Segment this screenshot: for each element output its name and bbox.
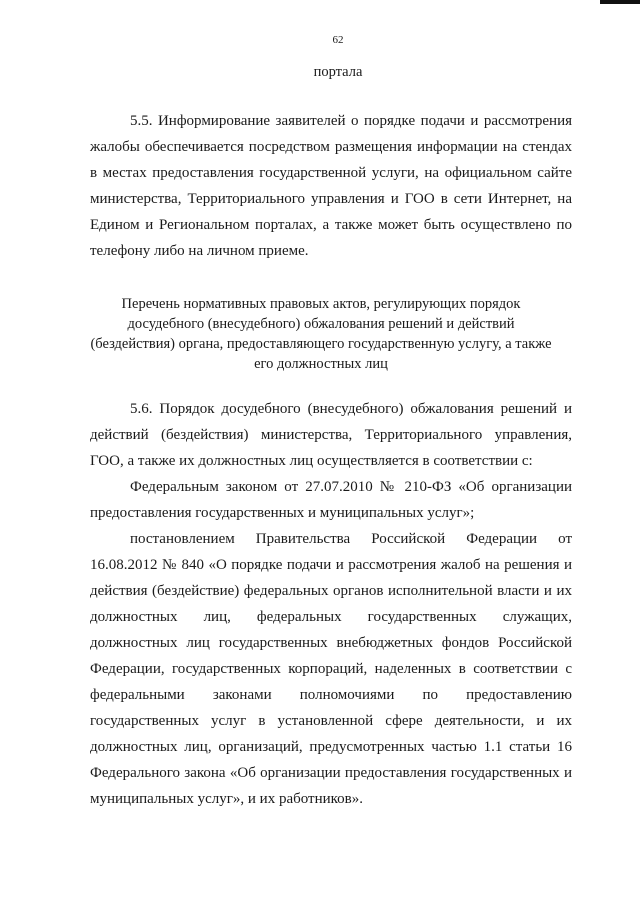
paragraph-5-6: 5.6. Порядок досудебного (внесудебного) обжалования решений и действий (бездействия) министерства, Территориального управления, ГОО, а также их должностных лиц осуществляется в соответствии с: — [90, 401, 572, 469]
continuation-word: портала — [313, 64, 363, 80]
paragraph-federal-law: Федеральным законом от 27.07.2010 № 210-ФЗ «Об организации предоставления государственных и муниципальных услуг»; — [90, 479, 572, 521]
page-number: 62 — [332, 34, 344, 46]
paragraph-government-decree: постановлением Правительства Российской Федерации от 16.08.2012 № 840 «О порядке подачи и рассмотрения жалоб на решения и действия (бездействие) федеральных органов исполнительной власти и их должностных лиц, федеральных государственных служащих, должностных лиц государственных внебюджетных фондов Российской Федерации, государственных корпораций, наделенных в соответствии с федеральными законами полномочиями по предоставлению государственных услуг в установленной сфере деятельности, и их должностных лиц, организаций, предусмотренных частью 1.1 статьи 16 Федерального закона «Об организации предоставления государственных и муниципальных услуг», и их работников». — [90, 531, 572, 807]
section-heading: Перечень нормативных правовых актов, регулирующих порядок досудебного (внесудебного) обжалования решений и действий (бездействия) органа, предоставляющего государственную услугу, а также его должностных лиц — [90, 296, 552, 372]
scan-edge-mark — [600, 0, 640, 4]
paragraph-5-5: 5.5. Информирование заявителей о порядке подачи и рассмотрения жалобы обеспечивается посредством размещения информации на стендах в местах предоставления государственной услуги, на официальном сайте министерства, Территориального управления и ГОО в сети Интернет, на Едином и Региональном порталах, а также может быть осуществлено по телефону либо на личном приеме. — [90, 113, 572, 259]
document-page — [90, 34, 572, 812]
